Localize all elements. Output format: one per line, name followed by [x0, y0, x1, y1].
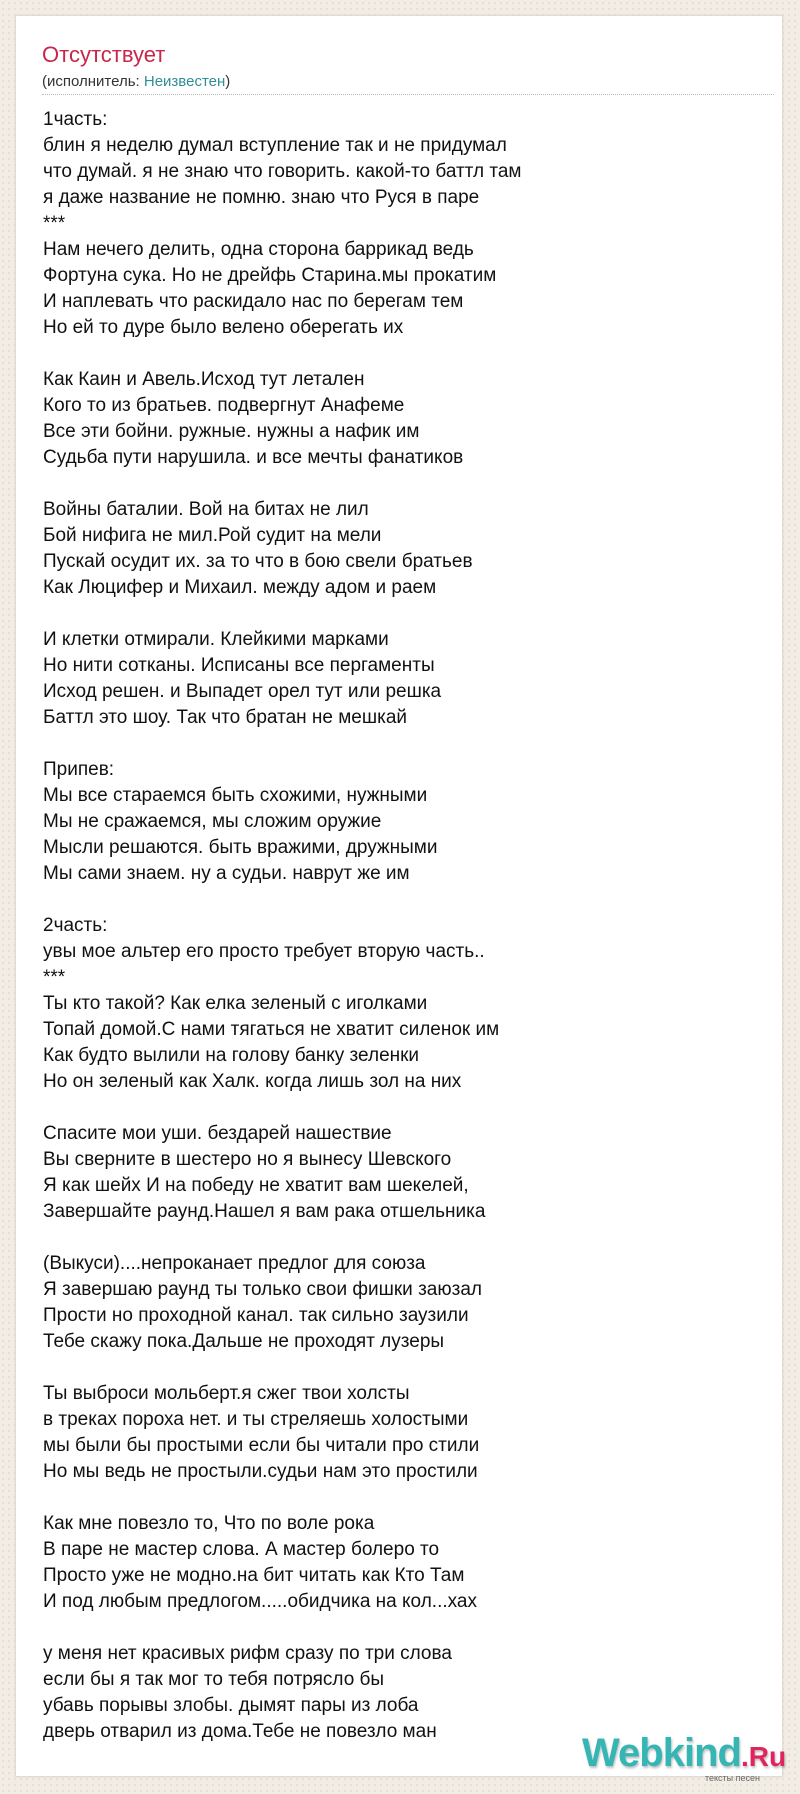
- lyric-line: в треках пороха нет. и ты стреляешь холостыми: [43, 1409, 469, 1430]
- lyric-line: 1часть:: [43, 109, 108, 130]
- lyric-line: Вы сверните в шестеро но я вынесу Шевского: [43, 1149, 452, 1170]
- lyric-line: Но мы ведь не простыли.судьи нам это простили: [43, 1461, 478, 1482]
- lyric-line: ***: [43, 967, 66, 988]
- lyric-line: я даже название не помню. знаю что Руся в паре: [43, 187, 480, 208]
- lyric-blank-line: [43, 1225, 763, 1251]
- lyric-line: Прости но проходной канал. так сильно заузили: [43, 1305, 469, 1326]
- lyric-blank-line: [43, 731, 763, 757]
- lyric-line: Припев:: [43, 759, 115, 780]
- logo-wordmark: [582, 1733, 786, 1773]
- lyric-line: Все эти бойни. ружные. нужны а нафик им: [43, 421, 420, 442]
- lyric-line: Исход решен. и Выпадет орел тут или решка: [43, 681, 442, 702]
- lyric-blank-line: [43, 1095, 763, 1121]
- lyric-line: И под любым предлогом.....обидчика на кол...хах: [43, 1591, 477, 1612]
- logo-name: Webkind: [582, 1731, 741, 1775]
- lyric-line: Я как шейх И на победу не хватит вам шекелей,: [43, 1175, 469, 1196]
- lyric-line: Бой нифига не мил.Рой судит на мели: [43, 525, 382, 546]
- lyric-line: дверь отварил из дома.Тебе не повезло ман: [43, 1721, 437, 1742]
- lyric-line: Тебе скажу пока.Дальше не проходят лузеры: [43, 1331, 445, 1352]
- lyric-line: убавь порывы злобы. дымят пары из лоба: [43, 1695, 419, 1716]
- webkind-logo[interactable]: [582, 1731, 787, 1783]
- lyric-line: ***: [43, 213, 66, 234]
- lyric-line: Ты выброси мольберт.я сжег твои холсты: [43, 1383, 410, 1404]
- title-divider: [42, 94, 774, 95]
- lyrics-body: [43, 107, 763, 1745]
- lyric-line: Просто уже не модно.на бит читать как Кто Там: [43, 1565, 465, 1586]
- lyric-line: Пускай осудит их. за то что в бою свели братьев: [43, 551, 473, 572]
- lyric-line: Как Каин и Авель.Исход тут летален: [43, 369, 365, 390]
- lyric-line: блин я неделю думал вступление так и не придумал: [43, 135, 507, 156]
- lyric-line: Судьба пути нарушила. и все мечты фанатиков: [43, 447, 464, 468]
- lyric-line: Кого то из братьев. подвергнут Анафеме: [43, 395, 405, 416]
- lyric-line: Спасите мои уши. бездарей нашествие: [43, 1123, 392, 1144]
- lyric-line: Завершайте раунд.Нашел я вам рака отшельника: [43, 1201, 486, 1222]
- lyric-line: у меня нет красивых рифм сразу по три слова: [43, 1643, 452, 1664]
- lyric-blank-line: [43, 471, 763, 497]
- lyric-line: Войны баталии. Вой на битах не лил: [43, 499, 369, 520]
- lyric-blank-line: [43, 1355, 763, 1381]
- lyric-line: Мысли решаются. быть вражими, дружными: [43, 837, 438, 858]
- lyric-line: Мы сами знаем. ну а судьи. наврут же им: [43, 863, 410, 884]
- lyric-line: что думай. я не знаю что говорить. какой-то баттл там: [43, 161, 522, 182]
- lyric-blank-line: [43, 1485, 763, 1511]
- lyric-line: И наплевать что раскидало нас по берегам тем: [43, 291, 464, 312]
- lyric-line: мы были бы простыми если бы читали про стили: [43, 1435, 480, 1456]
- lyric-line: 2часть:: [43, 915, 108, 936]
- logo-tld: .Ru: [740, 1741, 787, 1772]
- lyric-line: В паре не мастер слова. А мастер болеро то: [43, 1539, 440, 1560]
- artist-prefix: (исполнитель:: [42, 73, 144, 90]
- lyric-line: (Выкуси)....непроканает предлог для союза: [43, 1253, 426, 1274]
- artist-line: [42, 74, 230, 89]
- lyric-line: Как мне повезло то, Что по воле рока: [43, 1513, 375, 1534]
- lyric-line: Но ей то дуре было велено оберегать их: [43, 317, 404, 338]
- lyric-line: Фортуна сука. Но не дрейфь Старина.мы прокатим: [43, 265, 497, 286]
- lyric-line: если бы я так мог то тебя потрясло бы: [43, 1669, 385, 1690]
- artist-suffix: ): [225, 73, 231, 90]
- lyric-line: Мы все стараемся быть схожими, нужными: [43, 785, 428, 806]
- lyric-line: Топай домой.С нами тягаться не хватит силенок им: [43, 1019, 500, 1040]
- artist-link[interactable]: Неизвестен: [143, 73, 226, 90]
- lyric-line: Как Люцифер и Михаил. между адом и раем: [43, 577, 437, 598]
- lyric-blank-line: [43, 341, 763, 367]
- lyrics-card: [15, 15, 787, 1783]
- lyric-line: Но нити сотканы. Исписаны все пергаменты: [43, 655, 435, 676]
- lyric-blank-line: [43, 601, 763, 627]
- lyric-line: Как будто вылили на голову банку зеленки: [43, 1045, 420, 1066]
- lyric-line: Я завершаю раунд ты только свои фишки заюзал: [43, 1279, 482, 1300]
- lyric-line: Нам нечего делить, одна сторона баррикад ведь: [43, 239, 474, 260]
- song-title: Отсутствует: [42, 42, 166, 67]
- lyric-line: Но он зеленый как Халк. когда лишь зол на них: [43, 1071, 462, 1092]
- lyric-line: Баттл это шоу. Так что братан не мешкай: [43, 707, 408, 728]
- lyric-line: И клетки отмирали. Клейкими марками: [43, 629, 389, 650]
- lyric-blank-line: [43, 1615, 763, 1641]
- lyric-line: Мы не сражаемся, мы сложим оружие: [43, 811, 382, 832]
- lyric-line: Ты кто такой? Как елка зеленый с иголками: [43, 993, 428, 1014]
- lyric-line: увы мое альтер его просто требует вторую часть..: [43, 941, 485, 962]
- lyric-blank-line: [43, 887, 763, 913]
- logo-tagline: тексты песен: [704, 1773, 760, 1783]
